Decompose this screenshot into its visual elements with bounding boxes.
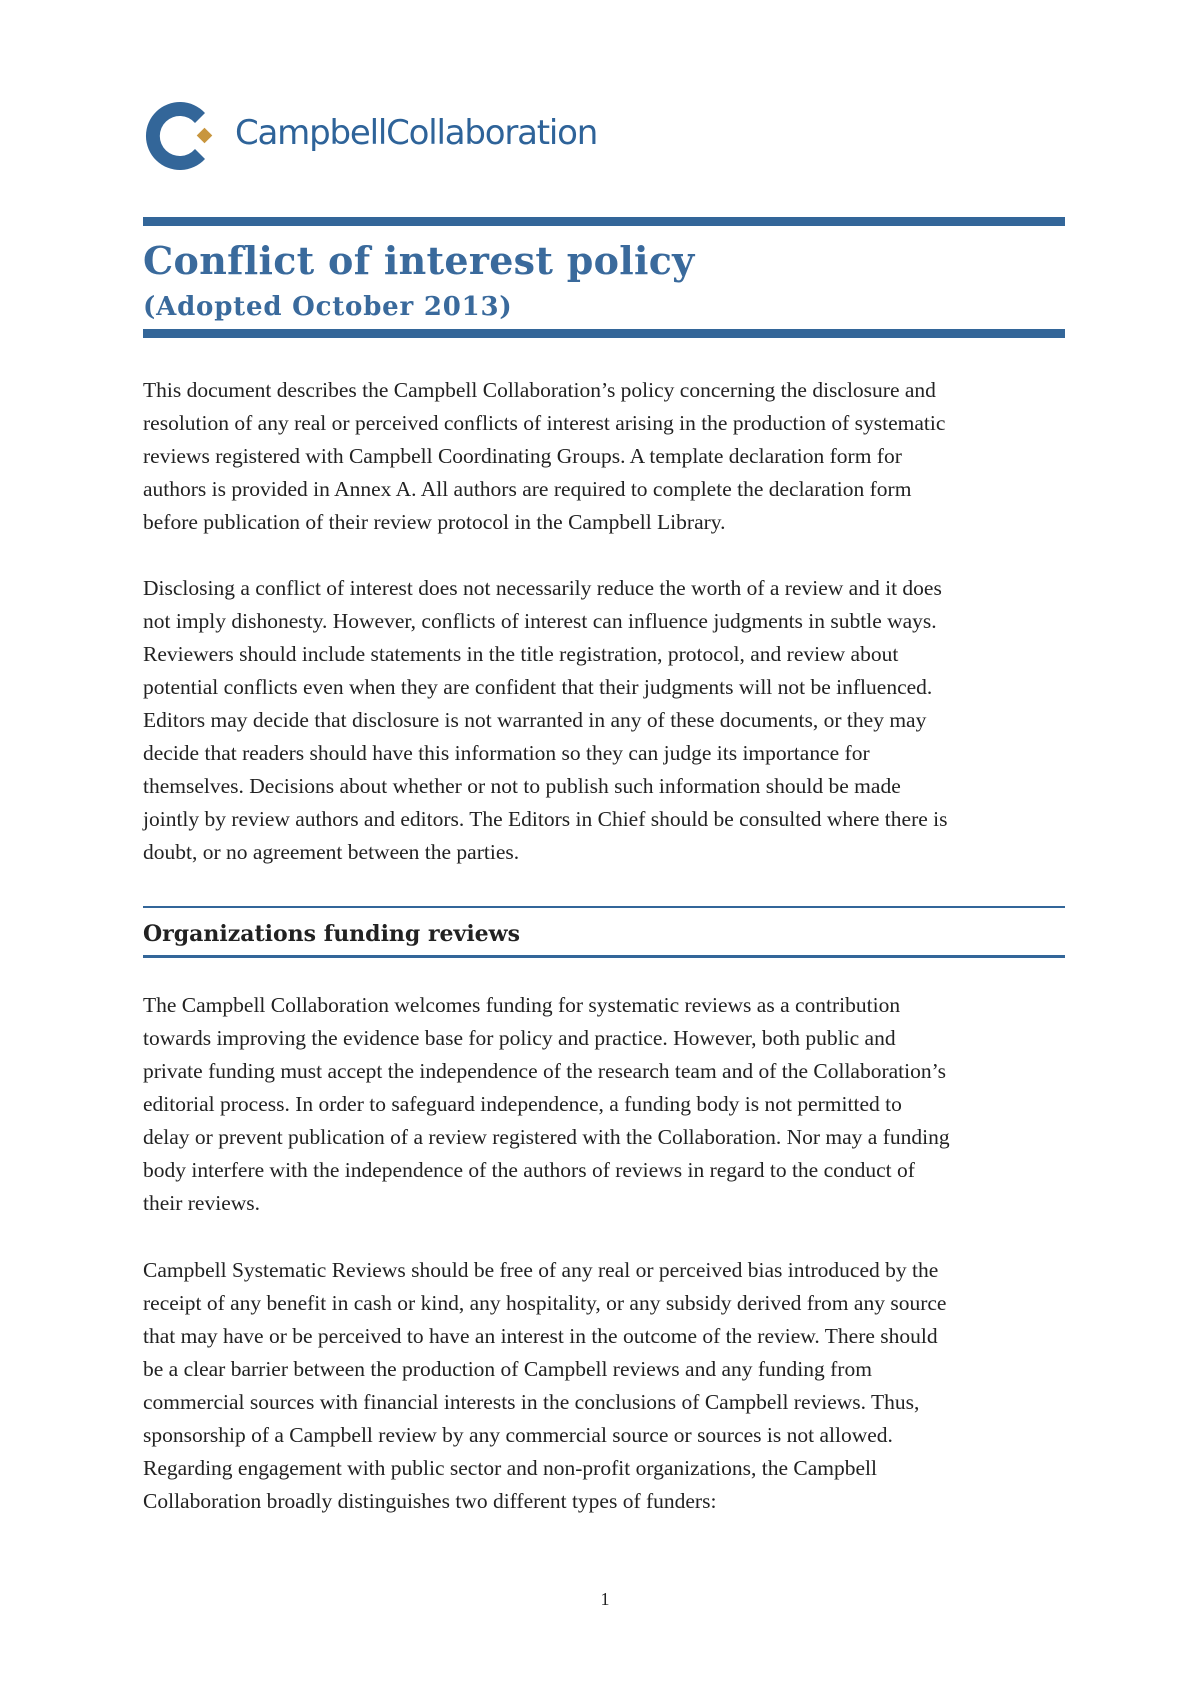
funding-paragraph-1 [143,989,1083,1220]
section-rule-top [143,906,1065,908]
text-line: potential conflicts even when they are confident that their judgments will not be influenced. [143,675,933,699]
campbell-collaboration-logo [143,97,613,177]
text-line: reviews registered with Campbell Coordinating Groups. A template declaration form for [143,444,902,468]
text-line: delay or prevent publication of a review registered with the Collaboration. Nor may a funding [143,1125,950,1149]
text-line: that may have or be perceived to have an interest in the outcome of the review. There should [143,1324,938,1348]
text-line: themselves. Decisions about whether or not to publish such information should be made [143,774,901,798]
text-line: This document describes the Campbell Collaboration’s policy concerning the disclosure and [143,378,936,402]
text-line: be a clear barrier between the production of Campbell reviews and any funding from [143,1357,872,1381]
text-line: jointly by review authors and editors. The Editors in Chief should be consulted where there is [143,807,948,831]
text-line: Disclosing a conflict of interest does not necessarily reduce the worth of a review and it does [143,576,942,600]
text-line: sponsorship of a Campbell review by any commercial source or sources is not allowed. [143,1423,893,1447]
text-line: receipt of any benefit in cash or kind, any hospitality, or any subsidy derived from any source [143,1291,947,1315]
text-line: not imply dishonesty. However, conflicts of interest can influence judgments in subtle ways. [143,609,937,633]
intro-paragraph-2 [143,572,1083,869]
text-line: towards improving the evidence base for policy and practice. However, both public and [143,1026,896,1050]
text-line: Collaboration broadly distinguishes two different types of funders: [143,1489,717,1513]
text-line: decide that readers should have this information so they can judge its importance for [143,741,870,765]
text-line: Regarding engagement with public sector and non-profit organizations, the Campbell [143,1456,877,1480]
text-line: body interfere with the independence of the authors of reviews in regard to the conduct of [143,1158,915,1182]
text-line: Campbell Systematic Reviews should be free of any real or perceived bias introduced by the [143,1258,939,1282]
title-bottom-bar [143,329,1065,338]
text-line: resolution of any real or perceived conflicts of interest arising in the production of systematic [143,411,946,435]
logo-c-icon [143,97,221,175]
page-subtitle: (Adopted October 2013) [143,292,513,322]
title-top-bar [143,217,1065,226]
text-line: Reviewers should include statements in the title registration, protocol, and review about [143,642,899,666]
text-line: editorial process. In order to safeguard independence, a funding body is not permitted to [143,1092,902,1116]
text-line: private funding must accept the independence of the research team and of the Collaboration’s [143,1059,946,1083]
logo-text: CampbellCollaboration [235,113,598,153]
page-title: Conflict of interest policy [143,238,695,283]
text-line: authors is provided in Annex A. All authors are required to complete the declaration form [143,477,912,501]
text-line: before publication of their review protocol in the Campbell Library. [143,510,726,534]
text-line: doubt, or no agreement between the parties. [143,840,520,864]
text-line: Editors may decide that disclosure is not warranted in any of these documents, or they may [143,708,927,732]
text-line: commercial sources with financial interests in the conclusions of Campbell reviews. Thus, [143,1390,920,1414]
text-line: their reviews. [143,1191,261,1215]
intro-paragraph-1 [143,374,1083,539]
page-number: 1 [600,1589,610,1609]
text-line: The Campbell Collaboration welcomes funding for systematic reviews as a contribution [143,993,901,1017]
section-heading: Organizations funding reviews [143,921,521,947]
section-rule-bottom [143,955,1065,958]
funding-paragraph-2 [143,1254,1083,1518]
